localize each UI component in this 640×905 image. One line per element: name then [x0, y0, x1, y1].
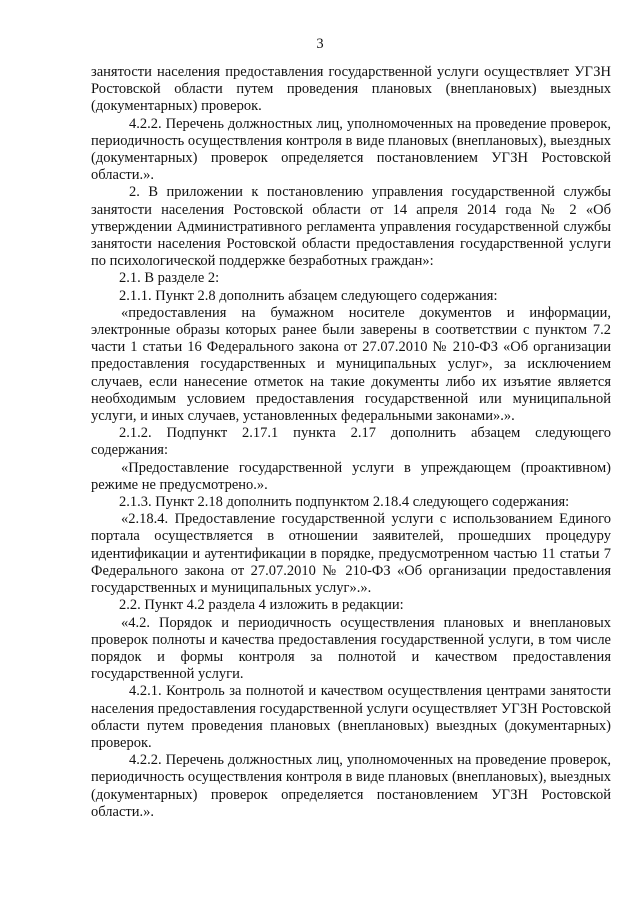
paragraph-2-1-2: 2.1.2. Подпункт 2.17.1 пункта 2.17 дополнить абзацем следующего содержания:: [91, 425, 611, 459]
paragraph-4-2-2: 4.2.2. Перечень должностных лиц, уполномоченных на проведение проверок, периодичность осуществления контроля в виде плановых (внеплановых), выездных (документарных) проверок определяется постановлением УГЗН Ростовской области.».: [91, 115, 611, 184]
page-number: 3: [316, 36, 324, 52]
paragraph-quote-4-2: «4.2. Порядок и периодичность осуществления плановых и внеплановых проверок полноты и качества предоставления государственной услуги, в том числе порядок и формы контроля за полнотой и качеством предоставления государственной услуги.: [91, 614, 611, 683]
paragraph-item-2: 2. В приложении к постановлению управления государственной службы занятости населения Ростовской области от 14 апреля 2014 года № 2 «Об утверждении Административного регламента управления государственной службы занятости населения Ростовской области предоставления государственной услуги по психологической поддержке безработных граждан»:: [91, 184, 611, 270]
paragraph-2-1-1: 2.1.1. Пункт 2.8 дополнить абзацем следующего содержания:: [119, 287, 498, 304]
paragraph-continuation: занятости населения предоставления государственной услуги осуществляет УГЗН Ростовской области путем проведения плановых (внеплановых) выездных (документарных) проверок.: [91, 64, 611, 115]
paragraph-2-2: 2.2. Пункт 4.2 раздела 4 изложить в редакции:: [119, 597, 404, 614]
paragraph-quote-2-18-4: «2.18.4. Предоставление государственной услуги с использованием Единого портала осуществляется в отношении заявителей, прошедших процедуру идентификации и аутентификации в порядке, предусмотренном частью 11 статьи 7 Федерального закона от 27.07.2010 № 210-ФЗ «Об организации предоставления государственных и муниципальных услуг».».: [91, 511, 611, 597]
document-body: [91, 64, 611, 821]
paragraph-2-1-3: 2.1.3. Пункт 2.18 дополнить подпунктом 2.18.4 следующего содержания:: [119, 494, 570, 511]
paragraph-4-2-1: 4.2.1. Контроль за полнотой и качеством осуществления центрами занятости населения предоставления государственной услуги осуществляет УГЗН Ростовской области путем проведения плановых (внеплановых) выездных (документарных) проверок.: [91, 683, 611, 751]
paragraph-quote-proactive: «Предоставление государственной услуги в упреждающем (проактивном) режиме не предусмотрено.».: [91, 459, 611, 493]
paragraph-2-1: 2.1. В разделе 2:: [119, 270, 220, 287]
paragraph-quote-2-8: «предоставления на бумажном носителе документов и информации, электронные образы которых ранее были заверены в соответствии с пунктом 7.2 части 1 статьи 16 Федерального закона от 27.07.2010 № 210-ФЗ «Об организации предоставления государственных и муниципальных услуг», за исключением случаев, если нанесение отметок на такие документы либо их изъятие является необходимым условием предоставления государственной или муниципальной услуги, и иных случаев, установленных федеральными законами».».: [91, 304, 611, 425]
paragraph-4-2-2-final: 4.2.2. Перечень должностных лиц, уполномоченных на проведение проверок, периодичность осуществления контроля в виде плановых (внеплановых), выездных (документарных) проверок определяется постановлением УГЗН Ростовской области.».: [91, 752, 611, 820]
